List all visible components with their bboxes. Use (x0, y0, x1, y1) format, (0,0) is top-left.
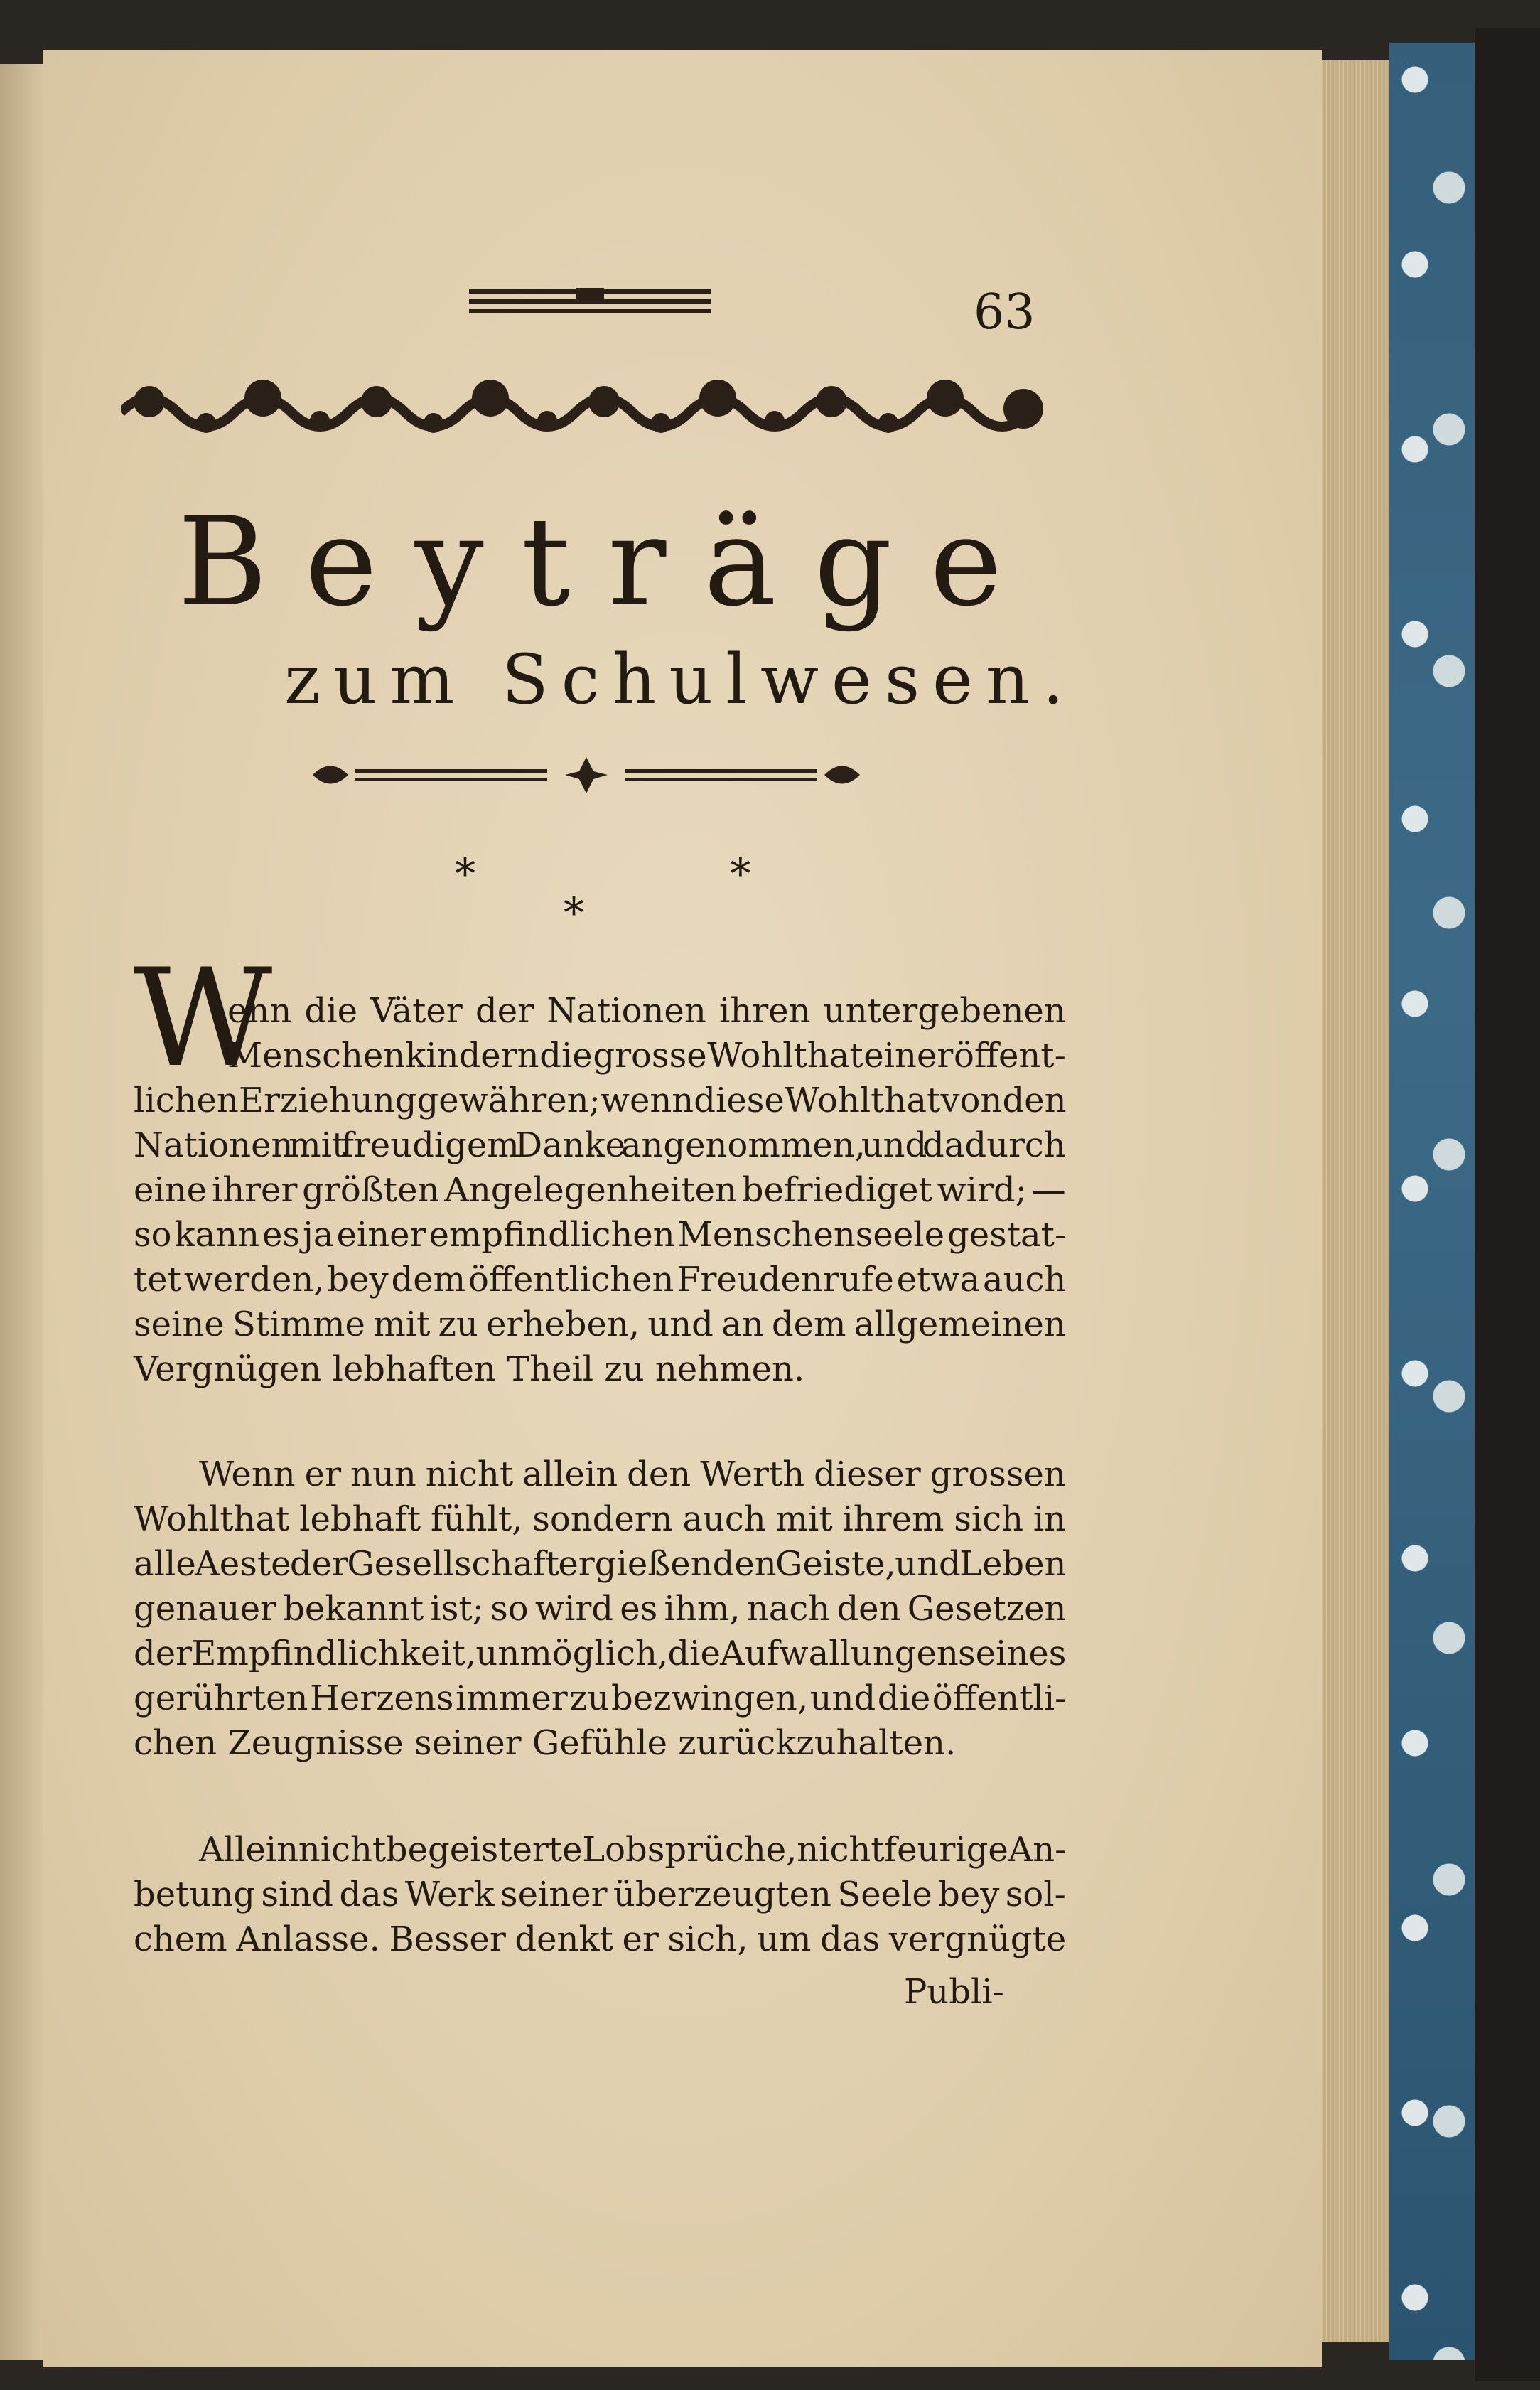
text-line: alle Aeste der Gesellschaft ergießenden Geiste, und Leben (134, 1544, 1067, 1584)
text-line: Vergnügen lebhaften Theil zu nehmen. (134, 1349, 805, 1389)
text-line: eine ihrer größten Angelegenheiten befriediget wird; — (134, 1170, 1066, 1210)
text-line: chem Anlasse. Besser denkt er sich, um das vergnügte (134, 1919, 1067, 1959)
title-letter: g (814, 491, 893, 633)
text-line: Menschenkindern die grosse Wohlthat einer öffent- (227, 1036, 1066, 1076)
title-letter: r (608, 491, 667, 633)
title-letter: ä (704, 491, 777, 633)
text-line: enn die Väter der Nationen ihren untergebenen (227, 991, 1066, 1031)
text-line: lichen Erziehung gewähren; wenn diese Wohlthat von den (134, 1081, 1067, 1120)
page-number: 63 (974, 284, 1035, 341)
text-line: tet werden, bey dem öffentlichen Freudenrufe etwa auch (134, 1260, 1067, 1300)
title-letter: e (930, 491, 1002, 633)
left-page-edge (0, 64, 44, 2360)
page-stack-edge (1318, 60, 1389, 2342)
text-line: genauer bekannt ist; so wird es ihm, nach den Gesetzen (134, 1589, 1067, 1629)
text-line: betung sind das Werk seiner überzeugten Seele bey sol- (134, 1875, 1066, 1914)
marbled-cover (1389, 43, 1475, 2360)
title-letter: B (178, 491, 268, 633)
text-line: Nationen mit freudigem Danke angenommen, und dadurch (134, 1125, 1066, 1165)
text-line: gerührten Herzens immer zu bezwingen, und die öffentli- (134, 1678, 1067, 1718)
title-letter: y (414, 491, 484, 633)
text-line: Allein nicht begeisterte Lobsprüche, nicht feurige An- (199, 1830, 1067, 1870)
top-rule-ornament (469, 288, 711, 323)
floral-ornament-band (121, 370, 1045, 455)
title-letter: t (521, 491, 571, 633)
asterisk-row: * * (455, 850, 872, 898)
asterisk-single: * (564, 889, 584, 937)
text-line: Wenn er nun nicht allein den Werth dieser grossen (199, 1454, 1066, 1494)
drop-cap: W (134, 940, 273, 1097)
chapter-subtitle: zum Schulwesen. (284, 640, 1077, 719)
book-spine (1475, 28, 1540, 2381)
text-line: Wohlthat lebhaft fühlt, sondern auch mit ihrem sich in (134, 1499, 1067, 1539)
catchword: Publi- (904, 1972, 1004, 2012)
title-letter: e (305, 491, 377, 633)
text-line: seine Stimme mit zu erheben, und an dem allgemeinen (134, 1304, 1066, 1344)
chapter-title (178, 491, 1002, 633)
text-line: der Empfindlichkeit, unmöglich, die Aufwallungen seines (134, 1634, 1067, 1673)
divider-rule-ornament (306, 754, 867, 796)
text-line: so kann es ja einer empfindlichen Menschenseele gestat- (134, 1215, 1067, 1255)
text-line: chen Zeugnisse seiner Gefühle zurückzuhalten. (134, 1723, 957, 1763)
